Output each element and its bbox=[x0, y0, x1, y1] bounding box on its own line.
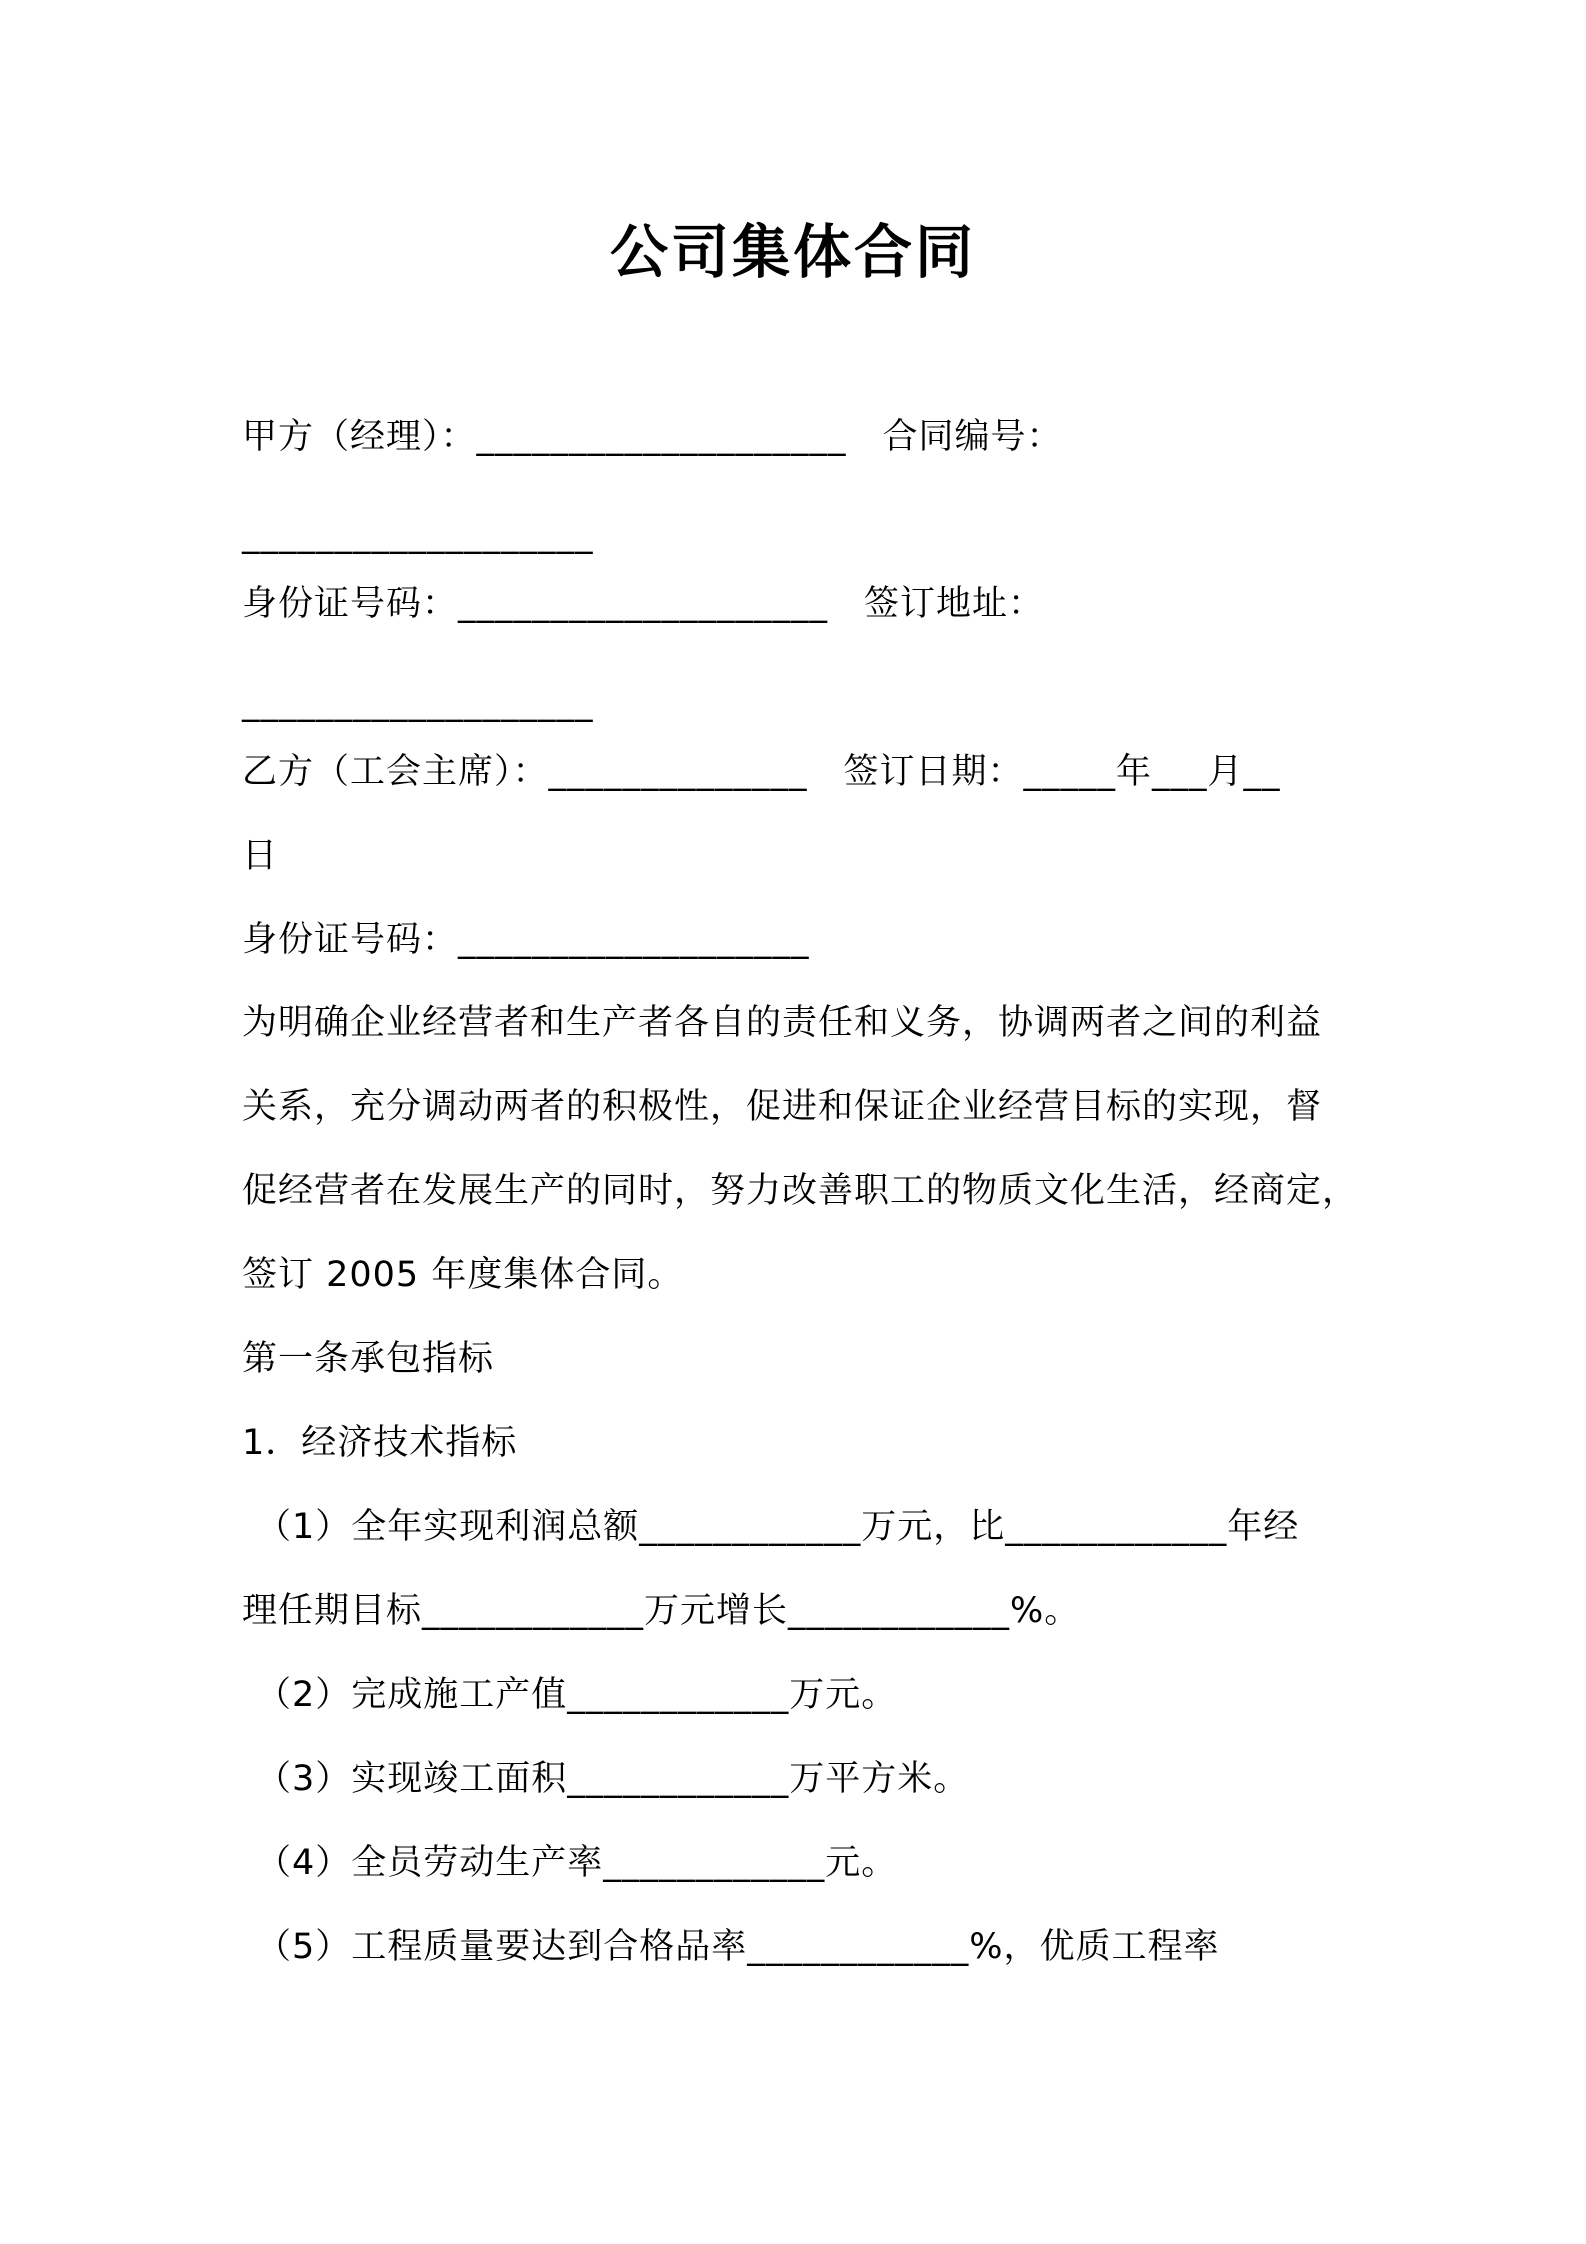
party-b-id-line: 身份证号码：___________________ bbox=[242, 920, 810, 960]
contract-number-blank: ___________________ bbox=[242, 515, 594, 555]
paragraph-line: 关系，充分调动两者的积极性，促进和保证企业经营目标的实现，督 bbox=[242, 1087, 1323, 1127]
party-a-id-line: 身份证号码：____________________ 签订地址： bbox=[242, 584, 1045, 624]
indicator-item: （2）完成施工产值____________万元。 bbox=[256, 1675, 898, 1715]
section-heading: 第一条承包指标 bbox=[242, 1339, 495, 1379]
party-b-line: 乙方（工会主席）：______________ 签订日期：_____年___月__ bbox=[242, 752, 1281, 792]
indicator-item: （5）工程质量要达到合格品率____________%，优质工程率 bbox=[256, 1927, 1220, 1967]
subsection-heading: 1．经济技术指标 bbox=[242, 1423, 518, 1463]
sign-date-day: 日 bbox=[242, 836, 279, 876]
party-a-line: 甲方（经理）：____________________ 合同编号： bbox=[242, 417, 1063, 457]
indicator-item-continued: 理任期目标____________万元增长____________%。 bbox=[242, 1591, 1081, 1631]
document-title: 公司集体合同 bbox=[609, 218, 976, 286]
sign-address-blank: ___________________ bbox=[242, 683, 594, 723]
indicator-item: （3）实现竣工面积____________万平方米。 bbox=[256, 1759, 970, 1799]
indicator-item: （1）全年实现利润总额____________万元，比____________年经 bbox=[256, 1507, 1300, 1547]
paragraph-line: 为明确企业经营者和生产者各自的责任和义务，协调两者之间的利益 bbox=[242, 1003, 1323, 1043]
paragraph-line: 促经营者在发展生产的同时，努力改善职工的物质文化生活，经商定， bbox=[242, 1171, 1359, 1211]
paragraph-line: 签订 2005 年度集体合同。 bbox=[242, 1255, 684, 1295]
indicator-item: （4）全员劳动生产率____________元。 bbox=[256, 1843, 898, 1883]
